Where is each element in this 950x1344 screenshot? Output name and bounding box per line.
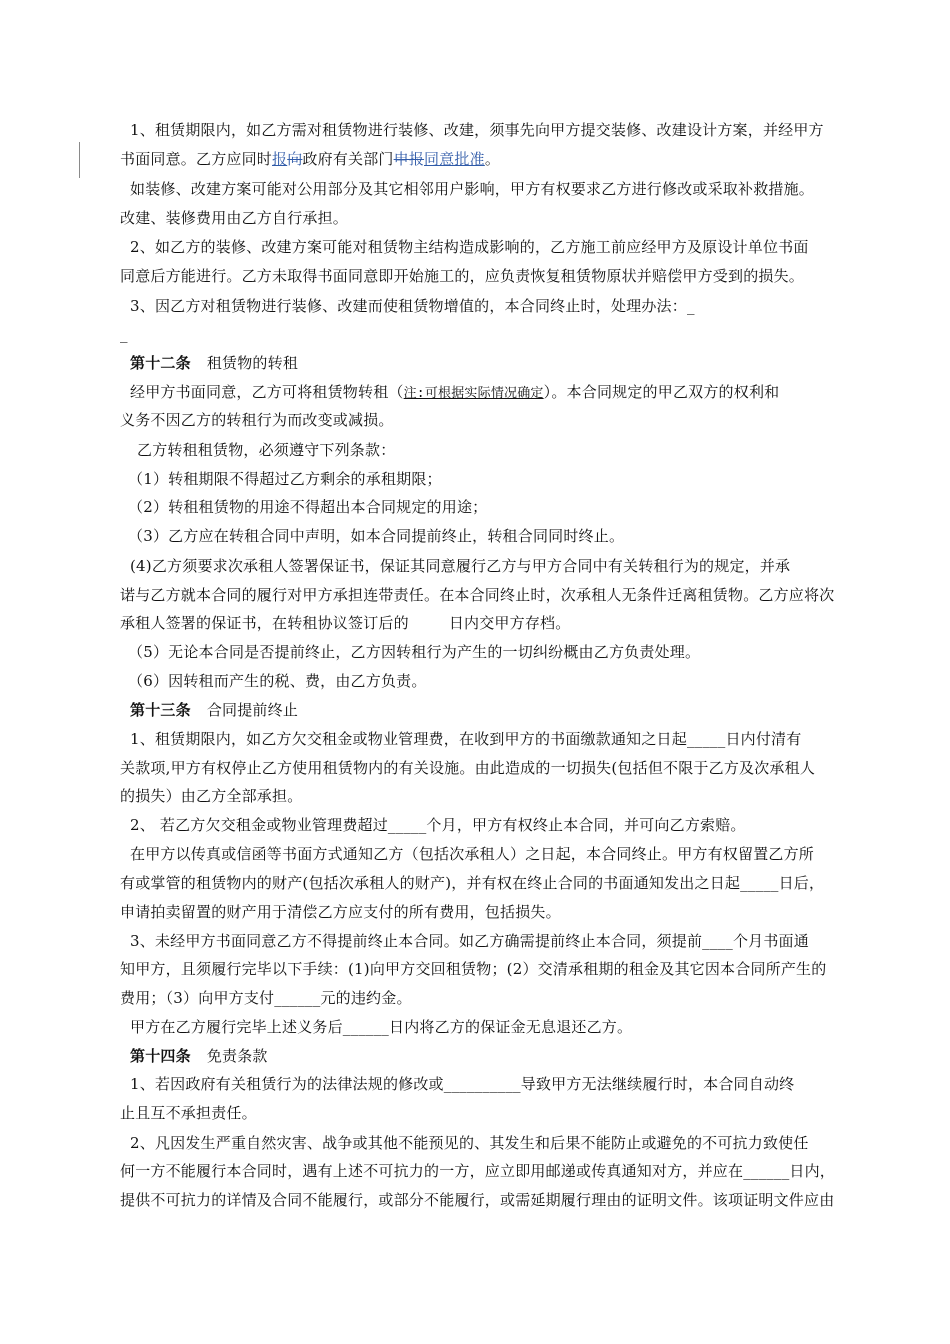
art11-para4-line1: 3、因乙方对租赁物进行装修、改建而使租赁物增值的，本合同终止时，处理办法：_	[130, 297, 695, 315]
art11-para1-line1: 1、租赁期限内，如乙方需对租赁物进行装修、改建，须事先向甲方提交装修、改建设计方案，并经甲方	[130, 121, 824, 139]
art12-item3: （3）乙方应在转租合同中声明，如本合同提前终止，转租合同同时终止。	[128, 527, 625, 545]
art13-para3-line1: 在甲方以传真或信函等书面方式通知乙方（包括次承租人）之日起，本合同终止。甲方有权留置乙方所	[130, 845, 815, 863]
art12-item5: （5）无论本合同是否提前终止，乙方因转租行为产生的一切纠纷概由乙方负责处理。	[128, 643, 701, 661]
text: ）。本合同规定的甲乙双方的权利和	[543, 383, 780, 401]
art14-para2-line3: 提供不可抗力的详情及合同不能履行，或部分不能履行，或需延期履行理由的证明文件。该项证明文件应由	[120, 1191, 835, 1209]
art11-para2-line2: 改建、装修费用由乙方自行承担。	[120, 209, 349, 227]
art14-para1-line2: 止且互不承担责任。	[120, 1104, 257, 1122]
deleted-text: 向	[287, 150, 303, 168]
art13-para2: 2、 若乙方欠交租金或物业管理费超过_____个月，甲方有权终止本合同，并可向乙方索赔。	[130, 816, 746, 834]
art13-para1-line3: 的损失）由乙方全部承担。	[120, 787, 303, 805]
text: 经甲方书面同意，乙方可将租赁物转租（	[130, 383, 404, 401]
art13-subtitle: 合同提前终止	[206, 701, 299, 719]
art12-heading	[130, 353, 298, 373]
art14-para1-line1: 1、若因政府有关租赁行为的法律法规的修改或__________导致甲方无法继续履行时，本合同自动终	[130, 1075, 795, 1093]
art13-para3-line3: 申请拍卖留置的财产用于清偿乙方应支付的所有费用，包括损失。	[120, 903, 561, 921]
text: 承租人签署的保证书，在转租协议签订后的	[120, 614, 409, 632]
art13-para1-line2: 关款项,甲方有权停止乙方使用租赁物内的有关设施。由此造成的一切损失(包括但不限于乙方及次承租人	[120, 759, 816, 777]
art11-para2-line1: 如装修、改建方案可能对公用部分及其它相邻用户影响，甲方有权要求乙方进行修改或采取补救措施。	[130, 180, 815, 198]
art11-para4-line2: _	[120, 325, 128, 343]
art12-para1-line1	[130, 382, 779, 404]
art12-item4-line1: (4)乙方须要求次承租人签署保证书，保证其同意履行乙方与甲方合同中有关转租行为的规定，并承	[130, 557, 791, 575]
art13-para4-line1: 3、未经甲方书面同意乙方不得提前终止本合同。如乙方确需提前终止本合同，须提前____个月书面通	[130, 932, 809, 950]
art14-title: 第十四条	[130, 1047, 191, 1065]
art12-item4-line2: 诺与乙方就本合同的履行对甲方承担连带责任。在本合同终止时，次承租人无条件迁离租赁物。乙方应将次	[120, 586, 835, 604]
deleted-text: 申报	[393, 150, 425, 168]
art12-subtitle: 租赁物的转租	[206, 354, 299, 372]
art11-para1-line2	[120, 149, 500, 169]
art14-para2-line1: 2、凡因发生严重自然灾害、战争或其他不能预见的、其发生和后果不能防止或避免的不可抗力致使任	[130, 1134, 809, 1152]
art13-para4-line2: 知甲方，且须履行完毕以下手续：(1)向甲方交回租赁物；(2）交清承租期的租金及其它因本合同所产生的	[120, 960, 827, 978]
text: 日内交甲方存档。	[448, 614, 571, 632]
art12-title: 第十二条	[130, 354, 191, 372]
art12-item2: （2）转租租赁物的用途不得超出本合同规定的用途；	[128, 498, 488, 516]
art13-title: 第十三条	[130, 701, 191, 719]
art14-subtitle: 免责条款	[206, 1047, 268, 1065]
inserted-text: 同意批准	[424, 150, 485, 168]
art13-para3-line2: 有或掌管的租赁物内的财产(包括次承租人的财产)，并有权在终止合同的书面通知发出之日起_____日后，	[120, 874, 825, 892]
art12-item1: （1）转租期限不得超过乙方剩余的承租期限；	[128, 470, 442, 488]
text: 。	[484, 150, 501, 168]
art12-item6: （6）因转租而产生的税、费，由乙方负责。	[128, 672, 427, 690]
art12-item4-line3	[120, 613, 570, 633]
note-text: 注:可根据实际情况确定	[403, 386, 544, 401]
art14-para2-line2: 何一方不能履行本合同时，遇有上述不可抗力的一方，应立即用邮递或传真通知对方，并应在______日内，	[120, 1162, 836, 1180]
art12-para1-line2: 义务不因乙方的转租行为而改变或减损。	[120, 411, 394, 429]
text: 书面同意。乙方应同时	[120, 150, 273, 168]
art13-heading	[130, 700, 298, 720]
inserted-text: 报	[272, 150, 288, 168]
revision-change-bar	[79, 142, 80, 178]
art13-para4-line3: 费用；（3）向甲方支付______元的违约金。	[120, 989, 412, 1007]
art13-para5: 甲方在乙方履行完毕上述义务后______日内将乙方的保证金无息退还乙方。	[130, 1018, 633, 1036]
art12-para2: 乙方转租租赁物，必须遵守下列条款：	[137, 441, 396, 459]
text: 政府有关部门	[302, 150, 394, 168]
art11-para3-line2: 同意后方能进行。乙方未取得书面同意即开始施工的，应负责恢复租赁物原状并赔偿甲方受到的损失。	[120, 267, 805, 285]
art14-heading	[130, 1046, 268, 1066]
art11-para3-line1: 2、如乙方的装修、改建方案可能对租赁物主结构造成影响的，乙方施工前应经甲方及原设计单位书面	[130, 238, 809, 256]
art13-para1-line1: 1、租赁期限内，如乙方欠交租金或物业管理费，在收到甲方的书面缴款通知之日起_____日内付清有	[130, 730, 802, 748]
